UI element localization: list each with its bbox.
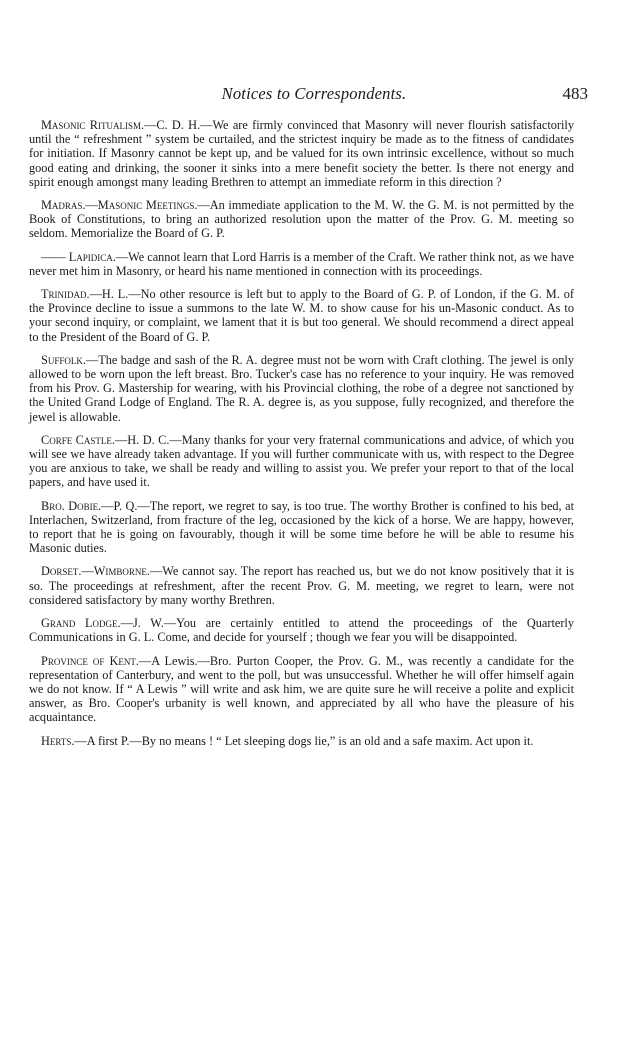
notice-corfe-castle bbox=[29, 433, 574, 490]
notice-text: —A first P.—By no means ! “ Let sleeping dogs lie,” is an old and a safe maxim. Act upon it. bbox=[74, 733, 534, 748]
running-header bbox=[26, 84, 602, 106]
notice-herts bbox=[29, 734, 574, 748]
notice-heading: Suffolk. bbox=[41, 352, 86, 367]
notice-masonic-ritualism bbox=[29, 118, 574, 189]
notices-body bbox=[29, 118, 574, 757]
notice-heading: Corfe Castle. bbox=[41, 432, 115, 447]
notice-heading: Bro. Dobie. bbox=[41, 498, 102, 513]
notice-text: —C. D. H.—We are firmly convinced that Masonry will never flourish satisfactorily until the “ refreshment ” system be curtailed, and the strictest inquiry be made as to the fitness of candidates for initiation. If Masonry cannot be kept up, and be valued for its own intrinsic excellence, without so much good eating and drinking, the sooner it sinks into a mere benefit society the better. Is there not energy and spirit enough amongst many leading Brethren to attempt an immediate reform in this direction ? bbox=[29, 118, 574, 189]
page-number: 483 bbox=[562, 84, 588, 103]
notice-grand-lodge bbox=[29, 616, 574, 644]
notice-bro-dobie bbox=[29, 499, 574, 556]
notice-suffolk bbox=[29, 353, 574, 424]
notice-text: —H. D. C.—Many thanks for your very fraternal communications and advice, of which you will see we have already taken advantage. If you will further communicate with us, with respect to the Degree you are anxious to take, we shall be ready and willing to assist you. We prefer your report to that of the local papers, and have used it. bbox=[29, 432, 574, 490]
notice-province-of-kent bbox=[29, 654, 574, 725]
notice-heading: Province of Kent. bbox=[41, 653, 139, 668]
notice-heading: Masonic Ritualism. bbox=[41, 118, 145, 132]
notice-madras bbox=[29, 198, 574, 241]
notice-text: —P. Q.—The report, we regret to say, is too true. The worthy Brother is confined to his bed, at Interlachen, Switzerland, from fracture of the leg, occasioned by the kick of a horse. We are happy, however, to report that he is going on favourably, though it will be some time before he will be able to resume his Masonic duties. bbox=[29, 498, 574, 556]
notice-text: —A Lewis.—Bro. Purton Cooper, the Prov. G. M., was recently a candidate for the representation of Canterbury, and went to the poll, but was unsuccessful. Whether he will offer himself again we do not know. If “ A Lewis ” will write and ask him, we are quite sure he will receive a polite and explicit answer, as Bro. Cooper's urbanity is well known, and appreciated by all who have the pleasure of his acquaintance. bbox=[29, 653, 574, 725]
notice-text: —The badge and sash of the R. A. degree must not be worn with Craft clothing. The jewel is only allowed to be worn upon the left breast. Bro. Tucker's case has no reference to your inquiry. He was removed from his Prov. G. Mastership for wearing, with his Provincial clothing, the robe of a degree not sanctioned by the United Grand Lodge of England. The R. A. degree is, as you suppose, fully recognized, and therefore the jewel is allowable. bbox=[29, 352, 574, 424]
page-title: Notices to Correspondents. bbox=[221, 84, 407, 103]
notice-heading: Herts. bbox=[41, 733, 75, 748]
notice-dash: —— bbox=[41, 249, 66, 264]
notice-text: —An immediate application to the M. W. the G. M. is not permitted by the Book of Constitutions, to bring an authorized resolution upon the matter of the Prov. G. M. meeting so seldom. Memorialize the Board of G. P. bbox=[29, 198, 575, 241]
notice-trinidad bbox=[29, 287, 574, 344]
notice-lapidica bbox=[29, 250, 574, 278]
notice-heading: Trinidad. bbox=[41, 287, 90, 302]
notice-text: —J. W.—You are certainly entitled to attend the proceedings of the Quarterly Communications in G. L. Come, and decide for yourself ; though we fear you will be disappointed. bbox=[29, 616, 574, 645]
notice-heading: Lapidica. bbox=[68, 249, 116, 264]
notice-heading: Grand Lodge. bbox=[41, 616, 121, 631]
notice-dorset bbox=[29, 564, 574, 607]
notice-heading: Dorset.—Wimborne. bbox=[41, 564, 150, 579]
notice-text: —We cannot learn that Lord Harris is a member of the Craft. We rather think not, as we have never met him in Masonry, or heard his name mentioned in connection with its proceedings. bbox=[29, 249, 574, 278]
notice-heading: Madras.—Masonic Meetings. bbox=[41, 198, 198, 213]
notice-text: —We cannot say. The report has reached us, but we do not know positively that it is so. The proceedings at refreshment, after the recent Prov. G. M. meeting, we regret to learn, were not considered satisfactory by many worthy Brethren. bbox=[29, 564, 574, 607]
notice-text: —H. L.—No other resource is left but to apply to the Board of G. P. of London, if the G. M. of the Province decline to issue a summons to the late W. M. to show cause for his un-Masonic conduct. As to your second inquiry, or complaint, we lament that it is but too general. We should recommend a direct appeal to the President of the Board of G. P. bbox=[29, 287, 574, 344]
